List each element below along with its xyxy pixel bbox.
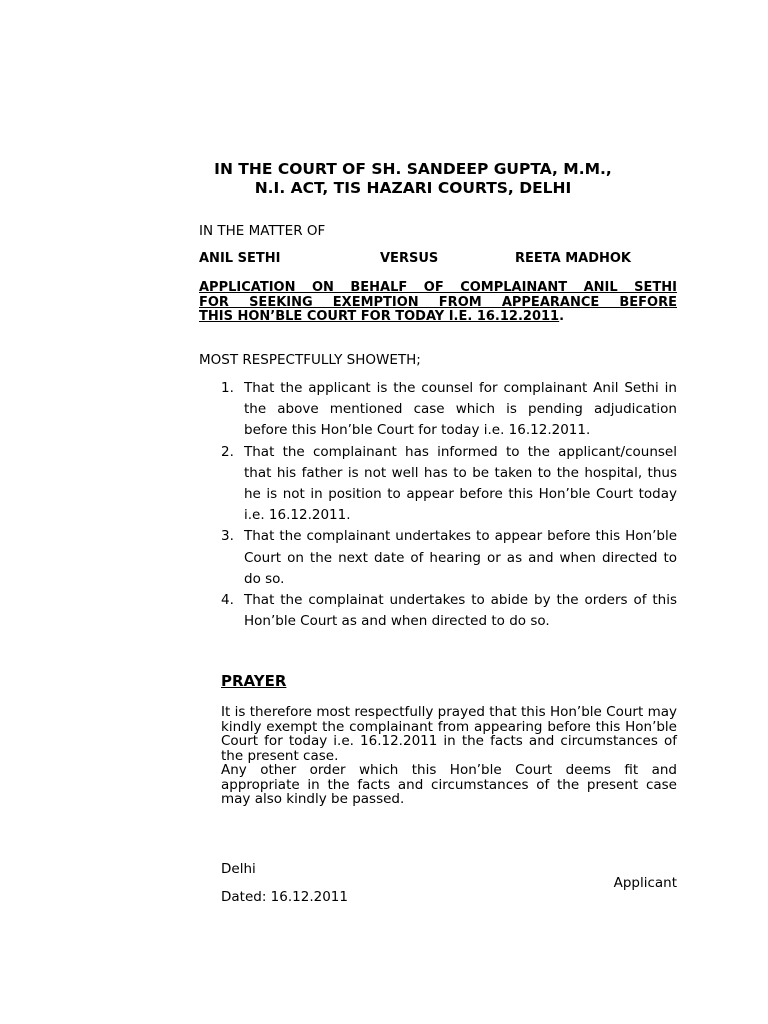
- list-item-text: That the complainat undertakes to abide by the orders of this Hon’ble Court as and when directed to do so.: [244, 592, 677, 630]
- list-item: [221, 526, 677, 590]
- list-item-number: 2.: [221, 443, 234, 460]
- prayer-heading: PRAYER: [221, 672, 287, 690]
- list-item-text: That the complainant undertakes to appear before this Hon’ble Court on the next date of hearing or as and when directed to do so.: [244, 528, 677, 587]
- list-item-number: 4.: [221, 592, 234, 609]
- showeth-label: MOST RESPECTFULLY SHOWETH;: [199, 352, 421, 368]
- application-title-line-3: [199, 310, 677, 325]
- list-item-number: 1.: [221, 380, 234, 396]
- date-label: Dated: 16.12.2011: [221, 889, 348, 905]
- court-heading-line-1: IN THE COURT OF SH. SANDEEP GUPTA, M.M.,: [214, 160, 612, 178]
- application-title-end-punct: .: [559, 309, 565, 324]
- list-item: [221, 378, 677, 442]
- matter-label: IN THE MATTER OF: [199, 223, 326, 239]
- list-item: [221, 590, 677, 632]
- complainant-name: ANIL SETHI: [199, 251, 281, 266]
- points-list: [221, 378, 677, 632]
- prayer-paragraph-2: Any other order which this Hon’ble Court deems fit and appropriate in the facts and circumstances of the present case may also kindly be passed.: [221, 762, 677, 807]
- court-heading-line-2: N.I. ACT, TIS HAZARI COURTS, DELHI: [254, 179, 572, 197]
- prayer-body: [221, 705, 677, 807]
- signatory-label: Applicant: [613, 875, 677, 891]
- parties-line: [199, 251, 679, 269]
- application-title-line-3-text: THIS HON’BLE COURT FOR TODAY I.E. 16.12.2011: [199, 309, 560, 324]
- prayer-paragraph-1: It is therefore most respectfully prayed that this Hon’ble Court may kindly exempt the complainant from appearing before this Hon’ble Court for today i.e. 16.12.2011 in the facts and circumstances of the present case.: [221, 704, 677, 764]
- court-heading: [160, 160, 666, 198]
- list-item-text: That the applicant is the counsel for complainant Anil Sethi in the above mentioned case which is pending adjudication before this Hon’ble Court for today i.e. 16.12.2011.: [244, 380, 677, 439]
- list-item-text: That the complainant has informed to the applicant/counsel that his father is not well has to be taken to the hospital, thus he is not in position to appear before this Hon’ble Court today i.e. 16.12.2011.: [244, 443, 677, 524]
- place-label: Delhi: [221, 861, 256, 877]
- list-item: [221, 442, 677, 527]
- application-title-line-2: FOR SEEKING EXEMPTION FROM APPEARANCE BEFORE: [199, 294, 677, 310]
- application-title-line-1: APPLICATION ON BEHALF OF COMPLAINANT ANIL SETHI: [199, 280, 677, 295]
- respondent-name: REETA MADHOK: [515, 251, 632, 266]
- versus-label: VERSUS: [380, 251, 439, 266]
- application-title: [199, 281, 677, 325]
- list-item-number: 3.: [221, 528, 234, 545]
